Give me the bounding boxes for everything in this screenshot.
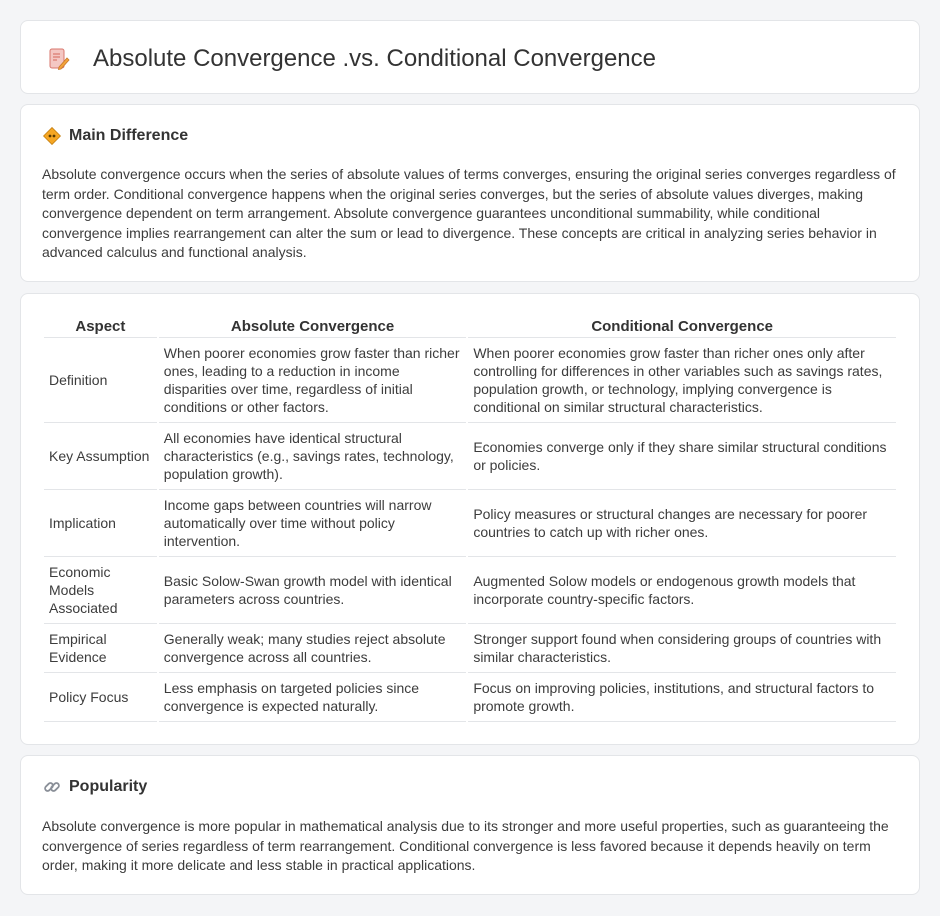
absolute-cell: All economies have identical structural characteristics (e.g., savings rates, technology, population growth).: [159, 423, 467, 490]
table-row: [44, 624, 896, 673]
conditional-cell: Stronger support found when considering groups of countries with similar characteristics.: [468, 624, 896, 673]
popularity-heading: [43, 778, 147, 796]
conditional-cell: Policy measures or structural changes are necessary for poorer countries to catch up with richer ones.: [468, 490, 896, 557]
column-header: Conditional Convergence: [468, 314, 896, 338]
table-row: [44, 338, 896, 423]
absolute-cell: Generally weak; many studies reject absolute convergence across all countries.: [159, 624, 467, 673]
main-difference-heading: [43, 127, 188, 145]
header-card: [20, 20, 920, 94]
aspect-cell: Economic Models Associated: [44, 557, 157, 624]
aspect-cell: Policy Focus: [44, 673, 157, 722]
conditional-cell: Focus on improving policies, institutions, and structural factors to promote growth.: [468, 673, 896, 722]
comparison-table-card: [20, 293, 920, 745]
column-header: Aspect: [44, 314, 157, 338]
aspect-cell: Empirical Evidence: [44, 624, 157, 673]
aspect-cell: Implication: [44, 490, 157, 557]
table-row: [44, 490, 896, 557]
absolute-cell: Less emphasis on targeted policies since convergence is expected naturally.: [159, 673, 467, 722]
popularity-text: Absolute convergence is more popular in mathematical analysis due to its stronger and more useful properties, such as guaranteeing the convergence of series regardless of term rearrangement. Conditional convergence is less favored because it depends heavily on term order, making it more delicate and less stable in practical applications.: [42, 818, 889, 873]
table-row: [44, 557, 896, 624]
main-difference-text: Absolute convergence occurs when the series of absolute values of terms converges, ensuring the original series converges regardless of term order. Conditional convergence happens when the original series converges, but the series of absolute values diverges, making convergence dependent on term arrangement. Absolute convergence guarantees unconditional summability, while conditional convergence implies rearrangement can alter the sum or lead to divergence. These concepts are critical in analyzing series behavior in advanced calculus and functional analysis.: [42, 166, 896, 260]
table-row: [44, 423, 896, 490]
document-pencil-icon: [47, 47, 71, 71]
comparison-table: [42, 314, 898, 722]
table-row: [44, 673, 896, 722]
absolute-cell: Income gaps between countries will narrow automatically over time without policy intervention.: [159, 490, 467, 557]
aspect-cell: Definition: [44, 338, 157, 423]
conditional-cell: Augmented Solow models or endogenous growth models that incorporate country-specific factors.: [468, 557, 896, 624]
section-title: Main Difference: [69, 127, 189, 144]
absolute-cell: Basic Solow-Swan growth model with identical parameters across countries.: [159, 557, 467, 624]
popularity-section: [20, 755, 920, 895]
main-difference-section: [20, 104, 920, 282]
absolute-cell: When poorer economies grow faster than richer ones, leading to a reduction in income disparities over time, regardless of initial conditions or other factors.: [159, 338, 467, 423]
page-title: Absolute Convergence .vs. Conditional Convergence: [93, 45, 657, 72]
conditional-cell: When poorer economies grow faster than richer ones only after controlling for differences in other variables such as savings rates, population growth, or technology, implying convergence is conditional on similar structural characteristics.: [468, 338, 896, 423]
column-header: Absolute Convergence: [159, 314, 467, 338]
table-header-row: [44, 314, 896, 338]
section-title: Popularity: [69, 778, 148, 795]
link-icon: [43, 778, 61, 796]
conditional-cell: Economies converge only if they share similar structural conditions or policies.: [468, 423, 896, 490]
aspect-cell: Key Assumption: [44, 423, 157, 490]
diamond-sign-icon: [43, 127, 61, 145]
